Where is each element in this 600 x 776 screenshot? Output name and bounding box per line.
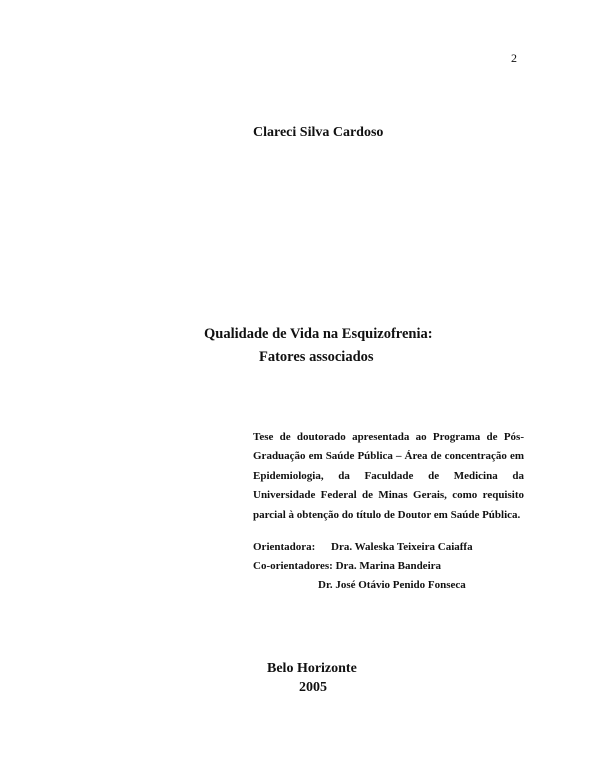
thesis-title-line-2: Fatores associados xyxy=(259,349,374,365)
coadvisors-label: Co-orientadores: xyxy=(253,560,333,572)
advisor-label: Orientadora: xyxy=(253,541,316,553)
coadvisor-row-2 xyxy=(253,579,466,591)
advisor-row xyxy=(253,541,473,553)
city: Belo Horizonte xyxy=(267,661,357,676)
thesis-title-line-1: Qualidade de Vida na Esquizofrenia: xyxy=(204,326,433,342)
author-name: Clareci Silva Cardoso xyxy=(253,125,384,140)
advisor-name: Dra. Waleska Teixeira Caiaffa xyxy=(331,541,473,553)
coadvisor-name-1: Dra. Marina Bandeira xyxy=(335,560,442,572)
coadvisors-row xyxy=(253,560,441,572)
page-number: 2 xyxy=(511,51,517,65)
thesis-description: Tese de doutorado apresentada ao Programa de Pós-Graduação em Saúde Pública – Área de concentração em Epidemiologia, da Faculdade de Medicina da Universidade Federal de Minas Gerais, como requisito parcial à obtenção do título de Doutor em Saúde Pública. xyxy=(253,431,524,521)
coadvisor-name-2: Dr. José Otávio Penido Fonseca xyxy=(318,579,466,591)
year: 2005 xyxy=(299,680,327,695)
